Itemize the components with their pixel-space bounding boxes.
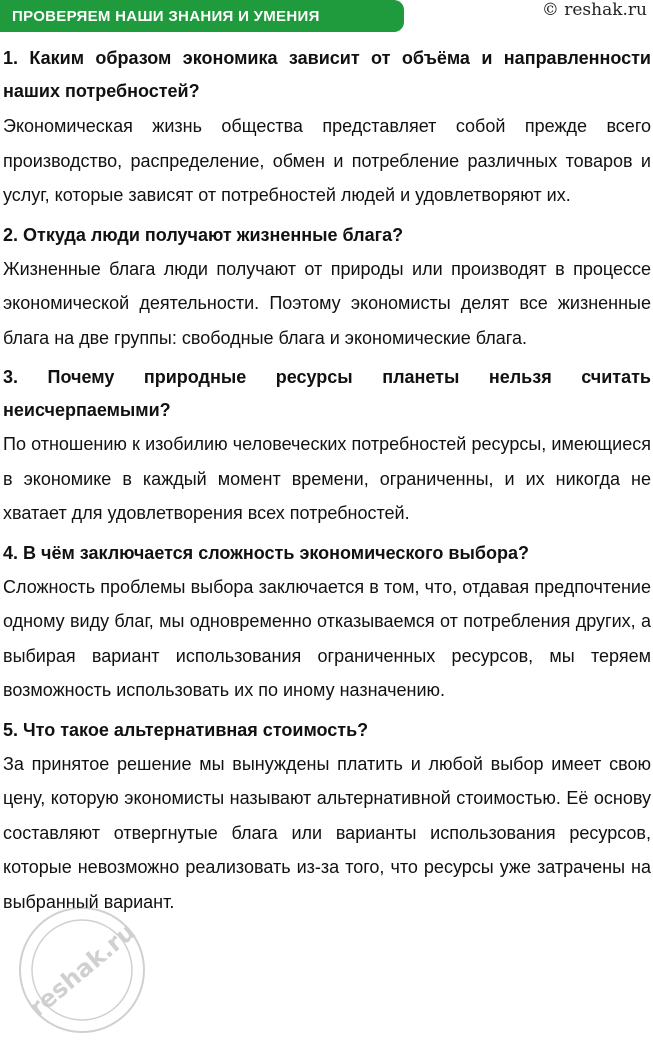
watermark-text: reshak.ru [23,917,141,1023]
answer-2: Жизненные блага люди получают от природы или производят в процессе экономической деятельности. Поэтому экономисты делят все жизненные блага на две группы: свободные блага и экономические блага. [3,258,651,348]
section-banner [0,0,404,32]
question-5: 5. Что такое альтернативная стоимость? [3,719,369,740]
question-4: 4. В чём заключается сложность экономического выбора? [3,542,529,563]
answer-4: Сложность проблемы выбора заключается в том, что, отдавая предпочтение одному виду благ, мы одновременно отказываемся от потребления других, а выбирая вариант использования ограниченных ресурсов, мы теряем возможность использовать их по иному назначению. [3,576,651,700]
question-2: 2. Откуда люди получают жизненные блага? [3,224,404,245]
answer-5: За принятое решение мы вынуждены платить и любой выбор имеет свою цену, которую экономисты называют альтернативной стоимостью. Её основу составляют отвергнутые блага или варианты использования ресурсов, которые невозможно реализовать из-за того, что ресурсы уже затрачены на выбранный вариант. [3,753,651,912]
qa-content [3,42,651,925]
question-3: 3. Почему природные ресурсы планеты нельзя считать неисчерпаемыми? [3,367,651,420]
site-copyright: © reshak.ru [541,0,647,20]
question-1: 1. Каким образом экономика зависит от объёма и направленности наших потребностей? [3,48,651,101]
answer-1: Экономическая жизнь общества представляет собой прежде всего производство, распределение, обмен и потребление различных товаров и услуг, которые зависят от потребностей людей и удовлетворяют их. [3,116,651,205]
section-title: ПРОВЕРЯЕМ НАШИ ЗНАНИЯ И УМЕНИЯ [12,7,320,25]
answer-3: По отношению к изобилию человеческих потребностей ресурсы, имеющиеся в экономике в каждый момент времени, ограниченны, и их никогда не хватает для удовлетворения всех потребностей. [3,434,651,523]
